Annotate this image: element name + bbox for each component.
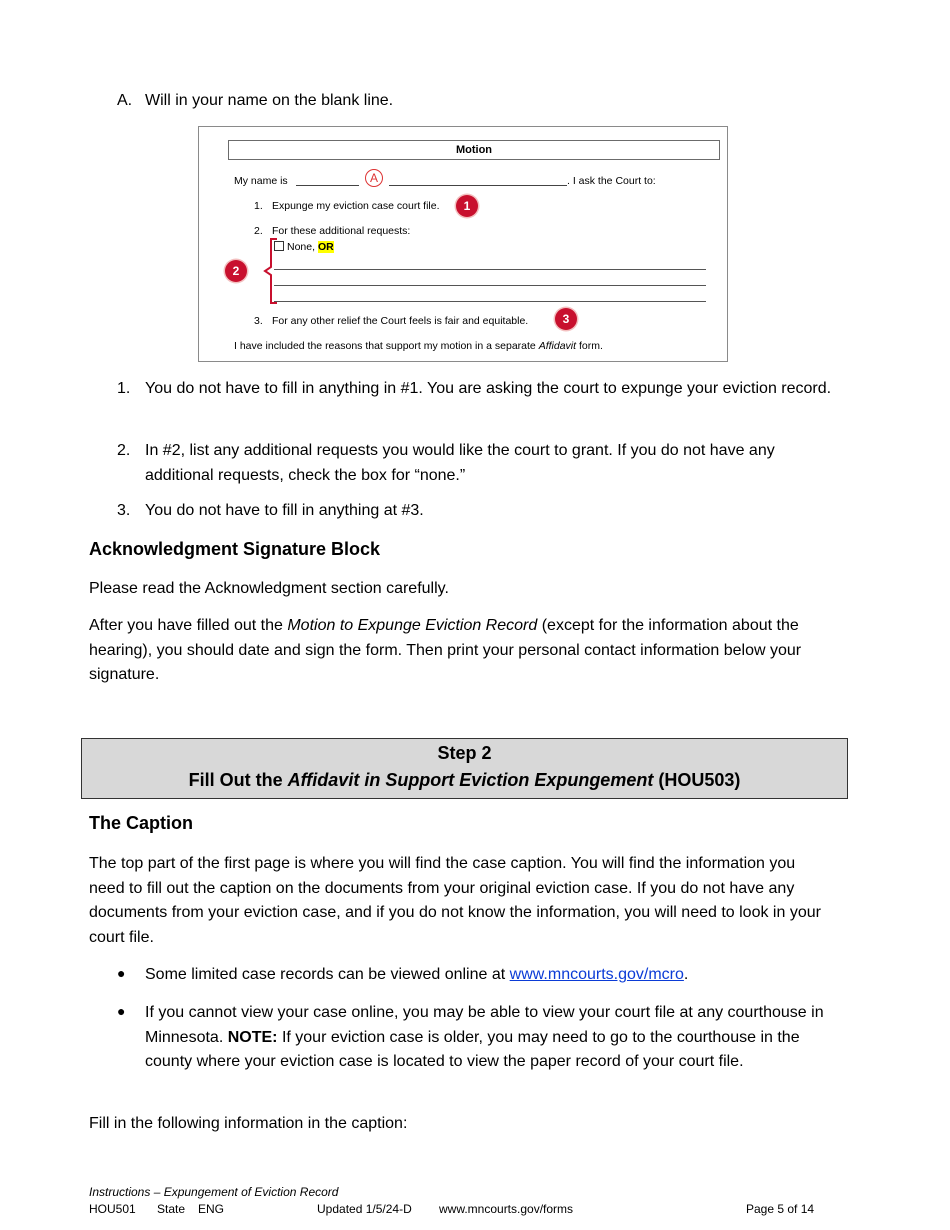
none-text: None, <box>287 241 318 253</box>
list-item-3: You do not have to fill in anything at #3. <box>145 502 424 519</box>
ack-para2-part1: After you have filled out the <box>89 617 288 634</box>
fill-in-text: Fill in the following information in the caption: <box>89 1115 408 1132</box>
footer-lang: ENG <box>198 1202 225 1216</box>
step2-line2-part2: (HOU503) <box>653 770 741 790</box>
motion-figure <box>198 126 728 362</box>
request-line-2 <box>274 285 706 286</box>
footer-page: Page 5 of 14 <box>746 1202 815 1216</box>
bullet-1-text <box>145 963 845 988</box>
mcro-link[interactable]: www.mncourts.gov/mcro <box>509 966 684 983</box>
request-line-3 <box>274 301 706 302</box>
fig-item3-text: For any other relief the Court feels is fair and equitable. <box>272 315 529 327</box>
list-item-2: In #2, list any additional requests you would like the court to grant. If you do not have any additional requests, check the box for “none.” <box>145 442 775 484</box>
ack-para1: Please read the Acknowledgment section carefully. <box>89 580 449 597</box>
caption-heading: The Caption <box>89 813 193 833</box>
motion-title: Motion <box>228 140 720 160</box>
step2-banner <box>81 738 848 799</box>
step2-line2-part1: Fill Out the <box>188 770 288 790</box>
section-a-label: A. <box>117 92 133 109</box>
fig-item1-text: Expunge my eviction case court file. <box>272 200 440 212</box>
caption-para: The top part of the first page is where you will find the case caption. You will find the information you need to fill out the caption on the documents from your original eviction case. If you do not have any documents from your eviction case, and if you do not know the information, you will need to look in your court file. <box>89 855 821 946</box>
badge-2-icon: 2 <box>225 260 247 282</box>
fig-item2-text: For these additional requests: <box>272 225 411 237</box>
list-num-3: 3. <box>117 502 131 519</box>
bullet-2-text <box>145 1001 830 1075</box>
name-blank-line-left <box>296 185 359 186</box>
fig-item1-num: 1. <box>254 200 263 212</box>
footer-title-text: Instructions – Expungement of Eviction Record <box>89 1185 339 1199</box>
badge-3-icon: 3 <box>555 308 577 330</box>
name-prefix: My name is <box>234 175 288 187</box>
fig-footer-italic: Affidavit <box>538 340 577 352</box>
list-item-1: You do not have to fill in anything in #1. You are asking the court to expunge your eviction record. <box>145 380 832 397</box>
footer-url: www.mncourts.gov/forms <box>439 1202 574 1216</box>
list-num-1: 1. <box>117 380 131 397</box>
name-blank-line-right <box>389 185 567 186</box>
bullet-2-part1: If you cannot view your case online, you may be able to view your court file at any courthouse in Minnesota. <box>145 1004 824 1046</box>
bullet-2-icon: ● <box>117 1003 126 1019</box>
footer-title <box>89 1184 338 1201</box>
bullet-1-icon: ● <box>117 965 126 981</box>
section-a-text: Will in your name on the blank line. <box>145 92 394 109</box>
fig-footer-text <box>234 339 603 353</box>
badge-1-icon: 1 <box>456 195 478 217</box>
footer-form-code: HOU501 <box>89 1202 136 1216</box>
fig-footer-part2: form. <box>576 340 603 352</box>
fig-footer-part1: I have included the reasons that support my motion in a separate <box>234 340 539 352</box>
bracket-icon <box>253 237 283 305</box>
bullet-2-part2: If your eviction case is older, you may need to go to the courthouse in the county where your eviction case is located to view the paper record of your court file. <box>145 1028 800 1070</box>
footer-state: State <box>157 1202 186 1216</box>
ask-text: . I ask the Court to: <box>567 175 656 187</box>
ack-para2 <box>89 614 849 688</box>
bullet-1-part1: Some limited case records can be viewed online at <box>145 966 510 983</box>
ack-para2-italic: Motion to Expunge Eviction Record <box>287 617 538 634</box>
callout-a-icon: A <box>365 169 383 187</box>
step2-line2-italic: Affidavit in Support Eviction Expungement <box>287 770 654 790</box>
footer-updated: Updated 1/5/24-D <box>317 1202 412 1216</box>
step2-line1: Step 2 <box>437 743 492 763</box>
bullet-1-part2: . <box>683 966 689 983</box>
or-highlight: OR <box>317 241 334 253</box>
list-num-2: 2. <box>117 442 131 459</box>
step2-line2 <box>82 770 847 791</box>
fig-item3-num: 3. <box>254 315 263 327</box>
ack-heading: Acknowledgment Signature Block <box>89 539 381 559</box>
bullet-2-note: NOTE: <box>227 1028 278 1046</box>
ack-para2-part2: (except for the information about the hearing), you should date and sign the form. Then print your personal contact information below your signature. <box>89 617 802 683</box>
fig-item2-num: 2. <box>254 225 263 237</box>
request-line-1 <box>274 269 706 270</box>
